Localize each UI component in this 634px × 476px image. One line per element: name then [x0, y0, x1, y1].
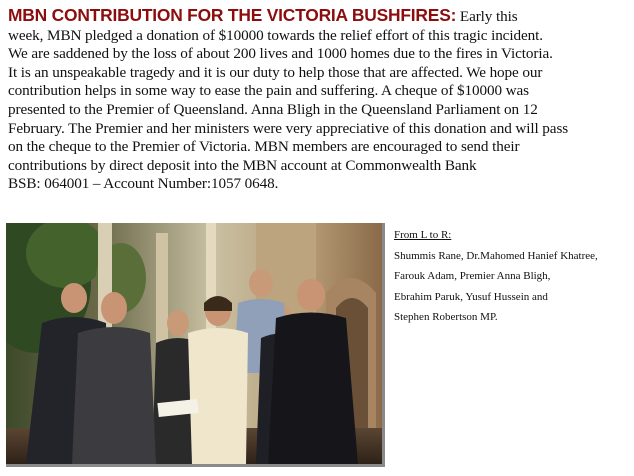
caption-heading: From L to R:: [394, 229, 452, 241]
article-text-line: BSB: 064001 – Account Number:1057 0648.: [8, 175, 279, 193]
article-text-line: contributions by direct deposit into the MBN account at Commonwealth Bank: [8, 156, 477, 174]
caption-line: Ebrahim Paruk, Yusuf Hussein and: [394, 290, 548, 303]
article-text-line: It is an unspeakable tragedy and it is our duty to help those that are affected. We hope our: [8, 63, 543, 81]
article-body: [8, 6, 630, 194]
caption-line: Farouk Adam, Premier Anna Bligh,: [394, 270, 551, 283]
caption-line: Stephen Robertson MP.: [394, 311, 498, 324]
caption-line: Shummis Rane, Dr.Mahomed Hanief Khatree,: [394, 249, 598, 262]
article-text-line: February. The Premier and her ministers were very appreciative of this donation and will pass: [8, 119, 569, 137]
group-photo: [6, 223, 385, 467]
article-text-line: presented to the Premier of Queensland. Anna Bligh in the Queensland Parliament on 12: [8, 100, 538, 118]
article-text-line: Early this: [459, 8, 518, 25]
article-first-line: [8, 6, 630, 27]
article-text-line: week, MBN pledged a donation of $10000 towards the relief effort of this tragic incident.: [8, 26, 543, 44]
article-text-line: We are saddened by the loss of about 200 lives and 1000 homes due to the fires in Victoria.: [8, 45, 553, 63]
headline: MBN CONTRIBUTION FOR THE VICTORIA BUSHFIRES:: [8, 5, 457, 25]
photo-caption: [394, 225, 632, 328]
article-text-line: contribution helps in some way to ease the pain and suffering. A cheque of $10000 was: [8, 82, 529, 100]
article-text-line: on the cheque to the Premier of Victoria. MBN members are encouraged to send their: [8, 138, 520, 156]
group-photo-illustration: [6, 223, 382, 464]
